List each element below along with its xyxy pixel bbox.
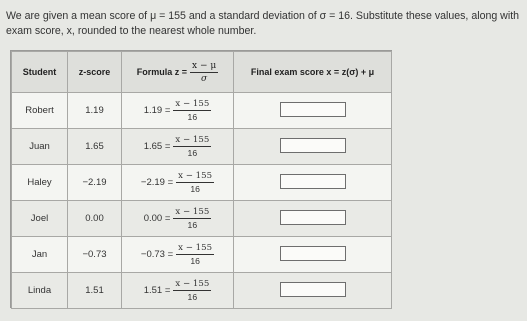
formula-denominator: 16 bbox=[190, 256, 200, 266]
formula-cell bbox=[122, 165, 234, 201]
table-row bbox=[12, 129, 392, 165]
table-row bbox=[12, 201, 392, 237]
formula-lhs: −0.73 = bbox=[140, 249, 174, 260]
formula-numerator: x − 155 bbox=[178, 243, 213, 253]
final-score-input[interactable] bbox=[280, 246, 346, 261]
formula-fraction bbox=[173, 207, 211, 230]
formula-numerator: x − 155 bbox=[175, 99, 210, 109]
formula-denominator: 16 bbox=[187, 292, 198, 302]
formula-lhs: 1.51 = bbox=[143, 285, 171, 296]
formula-fraction bbox=[173, 99, 211, 122]
final-score-cell bbox=[234, 93, 392, 129]
formula-fraction bbox=[176, 243, 214, 266]
final-score-cell bbox=[234, 165, 392, 201]
instructions-line-1: We are given a mean score of μ = 155 and a standard deviation of σ = 16. Substitute these values, along with bbox=[6, 10, 520, 22]
formula-numerator: x − 155 bbox=[175, 135, 210, 145]
student-name: Jan bbox=[12, 237, 68, 273]
formula-denominator: 16 bbox=[187, 112, 198, 122]
final-score-input[interactable] bbox=[280, 174, 346, 189]
header-zscore: z-score bbox=[68, 52, 122, 93]
student-name: Juan bbox=[12, 129, 68, 165]
table-header-row bbox=[12, 52, 392, 93]
formula-fraction bbox=[173, 279, 211, 302]
student-name: Robert bbox=[12, 93, 68, 129]
formula-cell bbox=[122, 201, 234, 237]
formula-fraction bbox=[173, 135, 211, 158]
formula-lhs: 0.00 = bbox=[143, 213, 171, 224]
final-score-cell bbox=[234, 237, 392, 273]
table-row bbox=[12, 273, 392, 309]
z-score-table bbox=[10, 50, 392, 308]
student-name: Haley bbox=[12, 165, 68, 201]
table-row bbox=[12, 237, 392, 273]
header-formula-numerator: x − μ bbox=[192, 60, 217, 71]
header-formula-prefix: Formula z = bbox=[136, 67, 188, 77]
header-formula-denominator: σ bbox=[201, 73, 208, 84]
formula-numerator: x − 155 bbox=[178, 171, 213, 181]
formula-fraction bbox=[176, 171, 214, 194]
final-score-cell bbox=[234, 201, 392, 237]
z-score-value: −2.19 bbox=[68, 165, 122, 201]
final-score-input[interactable] bbox=[280, 282, 346, 297]
header-formula-fraction bbox=[190, 61, 218, 84]
formula-numerator: x − 155 bbox=[175, 207, 210, 217]
formula-lhs: 1.19 = bbox=[143, 105, 171, 116]
final-score-cell bbox=[234, 273, 392, 309]
z-score-value: 1.19 bbox=[68, 93, 122, 129]
formula-denominator: 16 bbox=[187, 148, 198, 158]
instructions-line-2: exam score, x, rounded to the nearest whole number. bbox=[6, 25, 257, 37]
formula-cell bbox=[122, 237, 234, 273]
z-score-value: 0.00 bbox=[68, 201, 122, 237]
formula-denominator: 16 bbox=[187, 220, 198, 230]
final-score-cell bbox=[234, 129, 392, 165]
header-final-score: Final exam score x = z(σ) + μ bbox=[234, 52, 392, 93]
formula-denominator: 16 bbox=[190, 184, 200, 194]
formula-cell bbox=[122, 93, 234, 129]
formula-numerator: x − 155 bbox=[175, 279, 210, 289]
z-score-value: −0.73 bbox=[68, 237, 122, 273]
formula-cell bbox=[122, 273, 234, 309]
table-row bbox=[12, 165, 392, 201]
final-score-input[interactable] bbox=[280, 102, 346, 117]
final-score-input[interactable] bbox=[280, 210, 346, 225]
final-score-input[interactable] bbox=[280, 138, 346, 153]
formula-lhs: 1.65 = bbox=[143, 141, 171, 152]
formula-cell bbox=[122, 129, 234, 165]
z-score-value: 1.65 bbox=[68, 129, 122, 165]
header-student: Student bbox=[12, 52, 68, 93]
instructions-text bbox=[6, 9, 526, 39]
student-name: Linda bbox=[12, 273, 68, 309]
student-name: Joel bbox=[12, 201, 68, 237]
table-row bbox=[12, 93, 392, 129]
z-score-value: 1.51 bbox=[68, 273, 122, 309]
formula-lhs: −2.19 = bbox=[140, 177, 174, 188]
header-formula bbox=[122, 52, 234, 93]
